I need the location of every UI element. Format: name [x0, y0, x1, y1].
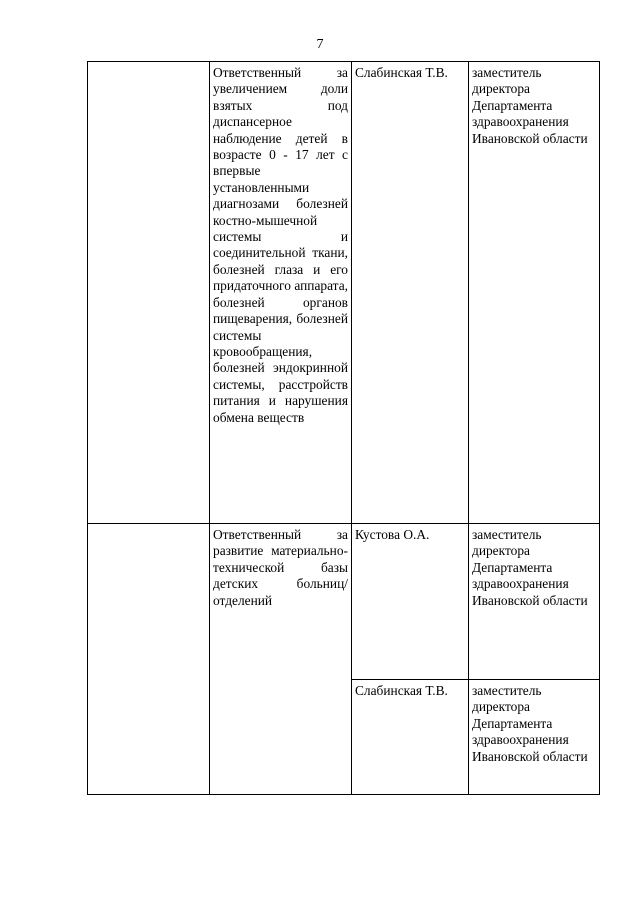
duty-cell: Ответственный за увеличением доли взятых под диспансерное наблюдение детей в возрасте 0 - 17 лет с впервые установленными диагнозами болезней костно-мышечной системы и соединительной ткани, болезней глаза и его придаточного аппарата, болезней органов пищеварения, болезней системы кровообращения, болезней эндокринной системы, расстройств питания и нарушения обмена веществ [210, 62, 352, 524]
assignee-position-cell: заместитель директора Департамента здравоохранения Ивановской области [469, 680, 600, 795]
empty-cell [88, 62, 210, 524]
page-number: 7 [316, 37, 324, 52]
assignee-position-cell: заместитель директора Департамента здравоохранения Ивановской области [469, 62, 600, 524]
assignee-name-cell: Слабинская Т.В. [352, 62, 469, 524]
assignee-position-cell: заместитель директора Департамента здравоохранения Ивановской области [469, 524, 600, 680]
responsibility-table [87, 61, 600, 795]
duty-cell: Ответственный за развитие материально-технической базы детских больниц/отделений [210, 524, 352, 795]
table-row [88, 62, 600, 524]
assignee-name-cell: Слабинская Т.В. [352, 680, 469, 795]
assignee-name-cell: Кустова О.А. [352, 524, 469, 680]
table-row [88, 524, 600, 680]
empty-cell [88, 524, 210, 795]
